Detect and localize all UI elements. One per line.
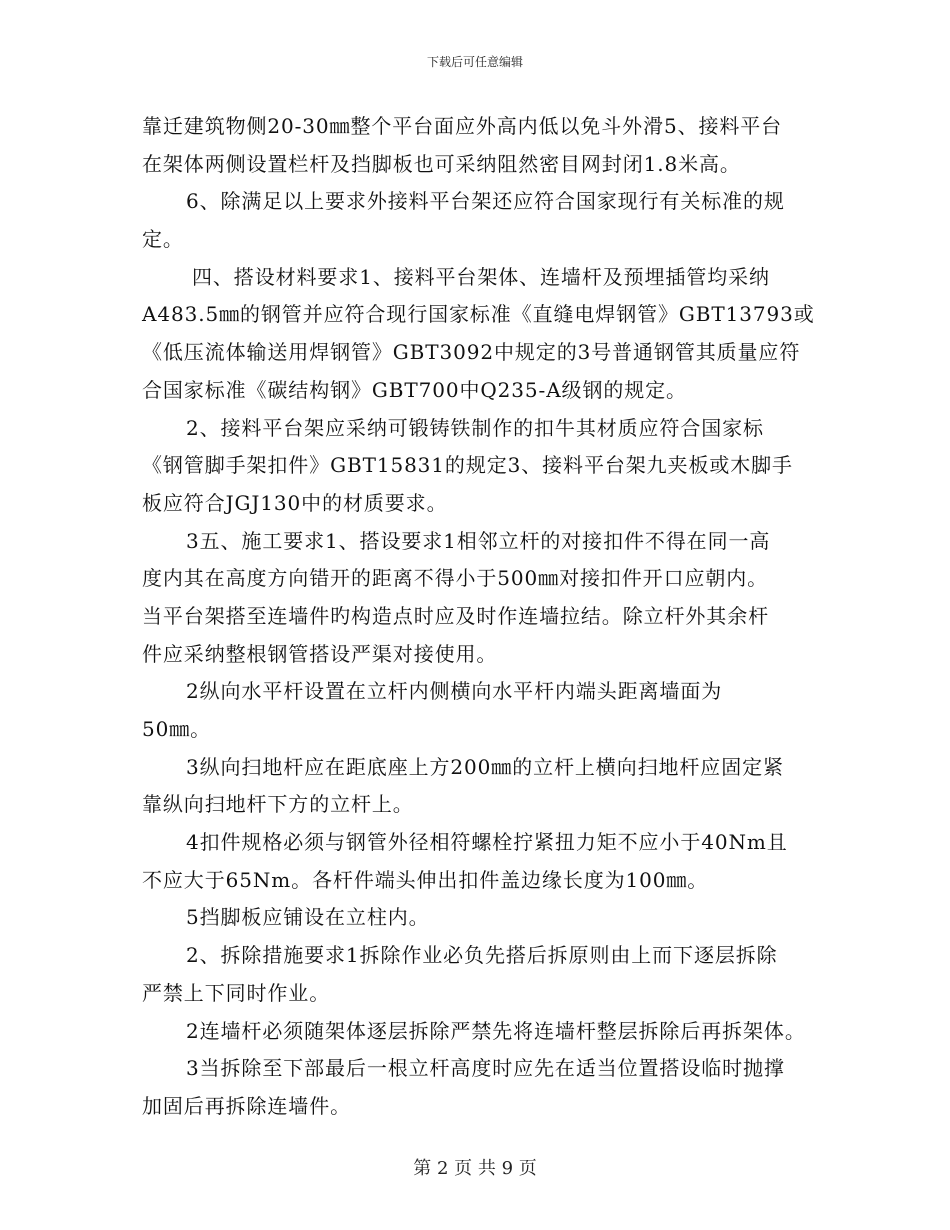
text-line: 不应大于65Nm。各杆件端头伸出扣件盖边缘长度为100㎜。 <box>142 867 709 892</box>
text-line: 2纵向水平杆设置在立杆内侧横向水平杆内端头距离墙面为 <box>186 679 723 704</box>
text-line: A483.5㎜的钢管并应符合现行国家标准《直缝电焊钢管》GBT13793或 <box>142 302 815 327</box>
text-line: 5挡脚板应铺设在立柱内。 <box>186 905 430 930</box>
text-line: 度内其在高度方向错开的距离不得小于500㎜对接扣件开口应朝内。 <box>142 566 769 591</box>
text-line: 板应符合JGJ130中的材质要求。 <box>142 490 448 515</box>
text-line: 《低压流体输送用焊钢管》GBT3092中规定的3号普通钢管其质量应符 <box>142 340 801 365</box>
text-line: 3当拆除至下部最后一根立杆高度时应先在适当位置搭设临时抛撑 <box>186 1056 785 1081</box>
text-line: 靠迁建筑物侧20-30㎜整个平台面应外高内低以免斗外滑5、接料平台 <box>142 114 783 138</box>
text-line: 2、接料平台架应采纳可锻铸铁制作的扣牛其材质应符合国家标 <box>186 415 764 440</box>
text-line: 严禁上下同时作业。 <box>142 980 331 1005</box>
document-body <box>142 108 822 1126</box>
page-header: 下载后可任意编辑 <box>426 55 523 69</box>
text-line: 《钢管脚手架扣件》GBT15831的规定3、接料平台架九夹板或木脚手 <box>142 453 793 478</box>
text-line: 件应采纳整根钢管搭设严渠对接使用。 <box>142 641 498 666</box>
text-line: 3纵向扫地杆应在距底座上方200㎜的立杆上横向扫地杆应固定紧 <box>186 754 784 779</box>
text-line: 加固后再拆除连墙件。 <box>142 1093 351 1118</box>
text-line: 4扣件规格必须与钢管外径相符螺栓拧紧扭力矩不应小于40Nm且 <box>186 830 788 855</box>
text-line: 定。 <box>142 227 184 252</box>
text-line: 四、搭设材料要求1、接料平台架体、连墙杆及预埋插管均采纳 <box>192 264 770 289</box>
text-line: 3五、施工要求1、搭设要求1相邻立杆的对接扣件不得在同一高 <box>186 528 771 553</box>
text-line: 50㎜。 <box>142 717 212 741</box>
text-line: 合国家标准《碳结构钢》GBT700中Q235-A级钢的规定。 <box>142 377 687 402</box>
page-footer: 第 2 页 共 9 页 <box>413 1158 537 1179</box>
text-line: 6、除满足以上要求外接料平台架还应符合国家现行有关标准的规 <box>186 189 785 214</box>
text-line: 2连墙杆必须随架体逐层拆除严禁先将连墙杆整层拆除后再拆架体。 <box>186 1018 806 1043</box>
text-line: 2、拆除措施要求1拆除作业必负先搭后拆原则由上而下逐层拆除 <box>186 943 778 968</box>
text-line: 靠纵向扫地杆下方的立杆上。 <box>142 792 414 817</box>
text-line: 在架体两侧设置栏杆及挡脚板也可采纳阻然密目网封闭1.8米高。 <box>142 151 741 176</box>
text-line: 当平台架搭至连墙件旳构造点时应及时作连墙拉结。除立杆外其余杆 <box>142 603 769 628</box>
